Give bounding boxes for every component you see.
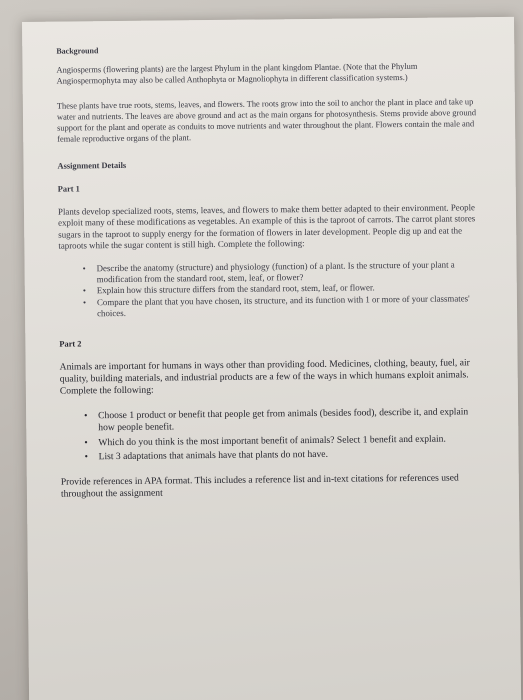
part-1-body: Plants develop specialized roots, stems, leaves, and flowers to make them better adapted to their environment. People exploit many of these modifications as vegetables. An example of this is the taproot of carrots. The carrot plant stores sugars in the taproot to supply energy for the formation of flowers in later development. People dig up and eat the taproots while the sugar content is still high. Complete the following: bbox=[57, 202, 476, 251]
references-instructions: Provide references in APA format. This includes a reference list and in-text citations for references used throughout the assignment bbox=[60, 471, 459, 500]
document-content bbox=[56, 41, 481, 501]
part-1-bullet-list bbox=[59, 259, 480, 320]
bullet-icon: • bbox=[84, 451, 88, 463]
background-paragraph-2: These plants have true roots, stems, leaves, and flowers. The roots grow into the soil to anchor the plant in place and take up water and nutrients. The leaves are above ground and act as the main organs for photosynthesis. Stems provide above ground support for the plant and operate as conduits to move nutrients and water throughout the plant. Flowers contain the male and female reproductive organs of the plant. bbox=[56, 97, 477, 144]
paper-sheet bbox=[22, 17, 521, 700]
list-item bbox=[84, 447, 481, 464]
list-item bbox=[82, 293, 479, 320]
bullet-icon: • bbox=[84, 410, 88, 422]
bullet-icon: • bbox=[82, 262, 86, 274]
bullet-icon: • bbox=[82, 285, 86, 296]
list-item-text: Which do you think is the most important benefit of animals? Select 1 benefit and explain. bbox=[98, 433, 446, 448]
list-item-text: Compare the plant that you have chosen, its structure, and its function with 1 or more of your classmates' choices. bbox=[96, 293, 470, 319]
background-heading: Background bbox=[56, 46, 99, 56]
list-item-text: Describe the anatomy (structure) and physiology (function) of a plant. Is the structure of your plant a modification from the standard root, stem, leaf, or flower? bbox=[96, 259, 455, 285]
bullet-icon: • bbox=[82, 297, 87, 308]
list-item-text: Explain how this structure differs from the standard root, stem, leaf, or flower. bbox=[96, 282, 375, 296]
part-1-heading: Part 1 bbox=[57, 184, 80, 194]
assignment-details-heading: Assignment Details bbox=[57, 160, 127, 171]
part-2-bullet-list bbox=[60, 406, 481, 464]
part-2-section bbox=[59, 334, 481, 501]
bullet-icon: • bbox=[84, 437, 88, 449]
list-item bbox=[86, 406, 480, 435]
part-2-heading: Part 2 bbox=[59, 339, 82, 349]
part-2-body: Animals are important for humans in ways other than providing food. Medicines, clothing, beauty, fuel, air quality, building materials, and industrial products are a few of the ways in which humans exploit animals. Complete the following: bbox=[59, 356, 470, 398]
list-item-text: Choose 1 product or benefit that people get from animals (besides food), describe it, and explain how people benefit. bbox=[98, 406, 469, 434]
background-paragraph-1: Angiosperms (flowering plants) are the largest Phylum in the plant kingdom Plantae. (Note that the Phylum Angiospermophyta may also be called Anthophyta or Magnoliophyta in different classification systems.) bbox=[56, 61, 418, 86]
list-item-text: List 3 adaptations that animals have that plants do not have. bbox=[98, 448, 329, 463]
